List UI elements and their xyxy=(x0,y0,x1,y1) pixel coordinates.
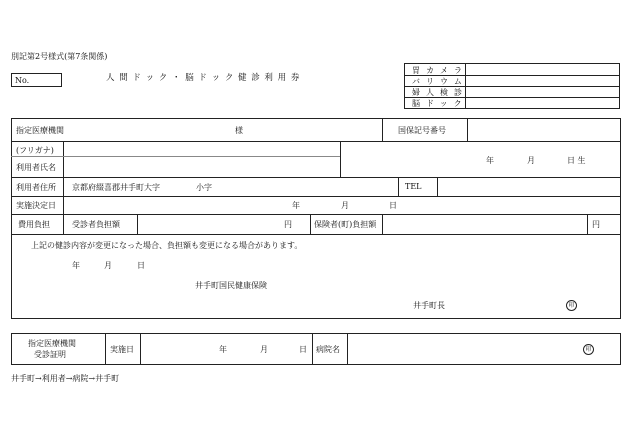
insurer-name: 井手町国民健康保険 xyxy=(195,281,267,290)
user-burden-label: 受診者負担額 xyxy=(72,220,120,229)
issue-year-label: 年 xyxy=(72,261,80,270)
number-label: No. xyxy=(15,76,30,85)
user-name-label: 利用者氏名 xyxy=(16,163,56,172)
issue-day-label: 日 xyxy=(137,261,145,270)
yen-unit-user: 円 xyxy=(284,220,292,229)
decision-day-label: 日 xyxy=(389,201,397,210)
birth-year-label: 年 xyxy=(486,156,494,165)
cost-label: 費用負担 xyxy=(18,220,50,229)
birth-day-label: 日 生 xyxy=(567,156,586,165)
decision-year-label: 年 xyxy=(292,201,300,210)
number-box[interactable] xyxy=(11,73,62,87)
institution-suffix: 様 xyxy=(235,126,243,135)
exam-date-label: 実施日 xyxy=(110,345,134,354)
address-prefix: 京都府綴喜郡井手町大字 xyxy=(72,183,160,192)
birth-month-label: 月 xyxy=(527,156,535,165)
proof-label-line2: 受診証明 xyxy=(34,350,66,359)
tel-label: TEL xyxy=(405,182,422,191)
decision-month-label: 月 xyxy=(341,201,349,210)
insurer-burden-label: 保険者(町)負担額 xyxy=(314,220,377,229)
mayor-label: 井手町長 xyxy=(413,301,445,310)
exam-month-label: 月 xyxy=(260,345,268,354)
exam-type-barium: バリウム xyxy=(412,77,468,86)
issue-month-label: 月 xyxy=(104,261,112,270)
decision-date-label: 実施決定日 xyxy=(16,201,56,210)
page-title: 人 間 ド ッ ク ・ 脳 ド ッ ク 健 診 利 用 券 xyxy=(106,73,301,83)
yen-unit-insurer: 円 xyxy=(592,220,600,229)
hospital-seal-icon: 印 xyxy=(583,344,594,355)
exam-type-gastroscopy: 胃カメラ xyxy=(412,66,468,75)
address-label: 利用者住所 xyxy=(16,183,56,192)
exam-year-label: 年 xyxy=(219,345,227,354)
proof-label-line1: 指定医療機関 xyxy=(28,339,76,348)
exam-type-brain-dock: 脳ドック xyxy=(412,99,468,108)
institution-label: 指定医療機関 xyxy=(16,126,64,135)
mayor-seal-icon: 印 xyxy=(566,300,577,311)
routing-note: 井手町→利用者→病院→井手町 xyxy=(11,374,120,383)
hospital-name-label: 病院名 xyxy=(316,345,340,354)
address-aza: 小字 xyxy=(196,183,212,192)
insurance-number-label: 国保記号番号 xyxy=(398,126,446,135)
change-notice: 上記の健診内容が変更になった場合、負担額も変更になる場合があります。 xyxy=(31,241,303,250)
exam-day-label: 日 xyxy=(299,345,307,354)
form-label: 別記第2号様式(第7条関係) xyxy=(11,52,108,61)
exam-type-table xyxy=(404,63,620,109)
exam-type-gynecology: 婦人検診 xyxy=(412,88,468,97)
furigana-label: (フリガナ) xyxy=(16,146,54,155)
